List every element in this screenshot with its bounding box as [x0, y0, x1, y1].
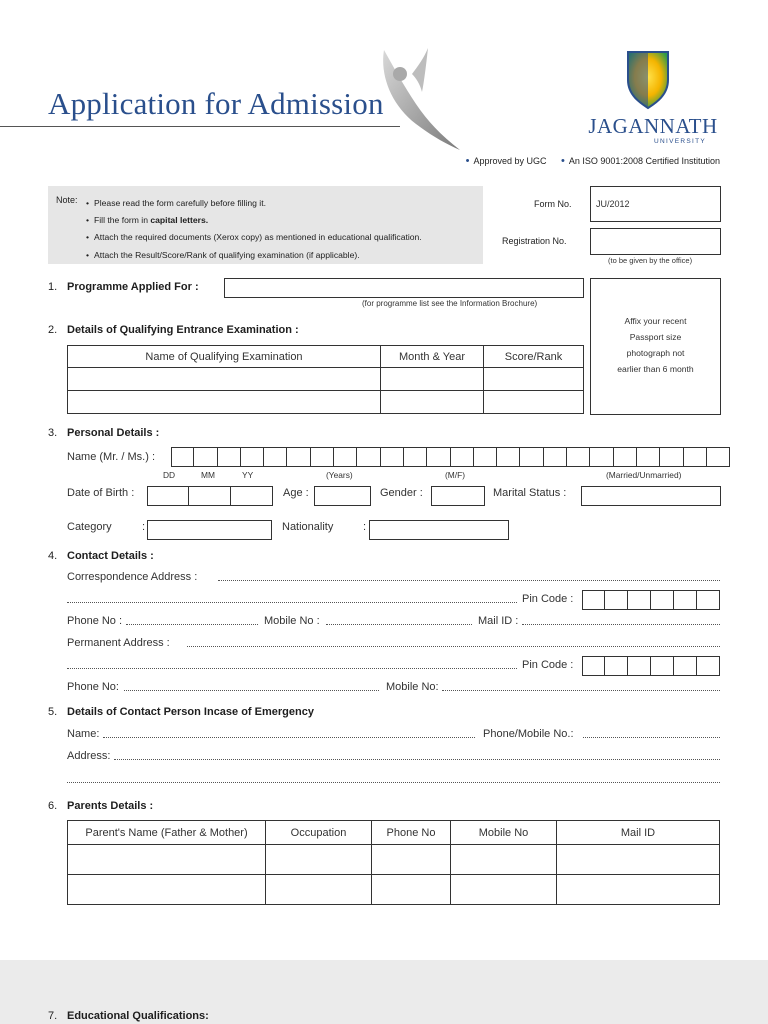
char-box[interactable] [605, 590, 628, 610]
table-cell[interactable] [381, 391, 484, 414]
note-label: Note: [56, 195, 78, 205]
age-label: Age : [283, 487, 309, 499]
mobile-no-label: Mobile No: [386, 681, 439, 693]
char-box[interactable] [194, 447, 217, 467]
dob-hint-yy: YY [242, 470, 254, 480]
university-logo [584, 46, 722, 150]
char-box[interactable] [427, 447, 450, 467]
table-cell[interactable] [372, 875, 451, 905]
char-box[interactable] [381, 447, 404, 467]
permanent-address-line-2[interactable] [67, 668, 517, 669]
note-item: • Fill the form in capital letters. [86, 215, 209, 226]
col-header: Occupation [266, 821, 372, 845]
table-cell[interactable] [557, 845, 720, 875]
emergency-address-label: Address: [67, 750, 111, 762]
page-title: Application for Admission [48, 86, 384, 121]
table-cell[interactable] [451, 875, 557, 905]
note-item: • Attach the Result/Score/Rank of qualifying examination (if applicable). [86, 249, 360, 260]
emergency-address-line-2[interactable] [67, 782, 720, 783]
emergency-phone-line[interactable] [583, 737, 720, 738]
char-box[interactable] [287, 447, 310, 467]
bullet-icon: • [86, 215, 90, 226]
registration-no-field[interactable] [590, 228, 721, 255]
pin-code-boxes[interactable] [582, 656, 720, 676]
emergency-name-line[interactable] [103, 737, 475, 738]
university-sub: UNIVERSITY [654, 138, 707, 145]
pin-code-label: Pin Code : [522, 593, 574, 605]
personal-details-title: Personal Details : [67, 427, 160, 439]
title-rule [0, 126, 400, 127]
note-list [86, 195, 422, 264]
programme-applied-label: Programme Applied For : [67, 281, 199, 293]
mobile-no-line[interactable] [326, 624, 472, 625]
accreditation-ugc: Approved by UGC [473, 156, 547, 166]
table-cell[interactable] [266, 875, 372, 905]
marital-status-label: Marital Status : [493, 487, 567, 499]
dob-month[interactable] [189, 486, 231, 506]
phone-no-line[interactable] [126, 624, 258, 625]
parents-table [67, 820, 720, 905]
char-box[interactable] [651, 656, 674, 676]
table-cell[interactable] [484, 391, 584, 414]
char-box[interactable] [311, 447, 334, 467]
col-header: Name of Qualifying Examination [68, 346, 381, 368]
char-box[interactable] [451, 447, 474, 467]
emergency-address-line[interactable] [114, 759, 720, 760]
name-label: Name (Mr. / Ms.) : [67, 451, 155, 463]
char-box[interactable] [674, 656, 697, 676]
shield-icon [624, 46, 672, 110]
category-input[interactable] [147, 520, 272, 540]
char-box[interactable] [241, 447, 264, 467]
programme-input[interactable] [224, 278, 584, 298]
form-no-value: JU/2012 [596, 199, 630, 209]
char-box[interactable] [651, 590, 674, 610]
age-hint: (Years) [326, 470, 353, 480]
char-box[interactable] [264, 447, 287, 467]
permanent-address-line[interactable] [187, 646, 720, 647]
category-colon: : [142, 521, 146, 533]
nationality-label: Nationality [282, 521, 334, 533]
entrance-exam-table [67, 345, 584, 414]
phone-no-line[interactable] [124, 690, 379, 691]
col-header: Score/Rank [484, 346, 584, 368]
note-item: • Please read the form carefully before filling it. [86, 198, 266, 208]
dob-hint-dd: DD [163, 470, 176, 480]
char-box[interactable] [544, 447, 567, 467]
permanent-address-label: Permanent Address : [67, 637, 170, 649]
col-header: Month & Year [381, 346, 484, 368]
nationality-input[interactable] [369, 520, 509, 540]
correspondence-address-line[interactable] [218, 580, 720, 581]
phone-no-label: Phone No: [67, 681, 119, 693]
table-cell[interactable] [68, 875, 266, 905]
table-cell[interactable] [68, 391, 381, 414]
table-cell[interactable] [68, 845, 266, 875]
char-box[interactable] [674, 590, 697, 610]
section-number: 3. [48, 427, 58, 439]
jumping-figure-graphic [376, 44, 466, 152]
marital-status-input[interactable] [581, 486, 721, 506]
category-label: Category [67, 521, 112, 533]
table-cell[interactable] [372, 845, 451, 875]
section-number: 5. [48, 706, 58, 718]
char-box[interactable] [474, 447, 497, 467]
contact-details-title: Contact Details : [67, 550, 154, 562]
table-cell[interactable] [484, 368, 584, 391]
char-box[interactable] [590, 447, 613, 467]
table-cell[interactable] [68, 368, 381, 391]
char-box[interactable] [605, 656, 628, 676]
char-box[interactable] [628, 656, 651, 676]
mobile-no-label: Mobile No : [264, 615, 320, 627]
col-header: Parent's Name (Father & Mother) [68, 821, 266, 845]
note-item: • Attach the required documents (Xerox copy) as mentioned in educational qualification. [86, 232, 422, 243]
registration-no-label: Registration No. [502, 236, 567, 246]
marital-hint: (Married/Unmarried) [606, 470, 682, 480]
emergency-phone-label: Phone/Mobile No.: [483, 728, 574, 740]
dob-year[interactable] [231, 486, 273, 506]
table-cell[interactable] [451, 845, 557, 875]
table-cell[interactable] [266, 845, 372, 875]
programme-hint: (for programme list see the Information Brochure) [362, 299, 538, 308]
photo-box[interactable] [590, 278, 721, 415]
registration-hint: (to be given by the office) [608, 256, 693, 265]
char-box[interactable] [660, 447, 683, 467]
char-box[interactable] [614, 447, 637, 467]
dob-hint-mm: MM [201, 470, 215, 480]
char-box[interactable] [357, 447, 380, 467]
char-box[interactable] [707, 447, 730, 467]
dob-label: Date of Birth : [67, 487, 135, 499]
form-no-field[interactable] [590, 186, 721, 222]
section-number: 4. [48, 550, 58, 562]
char-box[interactable] [684, 447, 707, 467]
char-box[interactable] [171, 447, 194, 467]
educational-qualifications-title: Educational Qualifications: [67, 1010, 209, 1022]
char-box[interactable] [520, 447, 543, 467]
gender-hint: (M/F) [445, 470, 465, 480]
correspondence-address-line-2[interactable] [67, 602, 517, 603]
char-box[interactable] [567, 447, 590, 467]
emergency-contact-title: Details of Contact Person Incase of Emergency [67, 706, 314, 718]
parents-details-title: Parents Details : [67, 800, 154, 812]
table-cell[interactable] [557, 875, 720, 905]
char-box[interactable] [404, 447, 427, 467]
university-name: JAGANNATH [588, 114, 718, 138]
bullet-icon: • [86, 249, 90, 260]
section-number: 1. [48, 281, 58, 293]
col-header: Mobile No [451, 821, 557, 845]
entrance-exam-title: Details of Qualifying Entrance Examination : [67, 324, 299, 336]
bullet-icon: • [86, 198, 90, 208]
bullet-icon: • [86, 232, 90, 243]
char-box[interactable] [697, 656, 720, 676]
emergency-name-label: Name: [67, 728, 100, 740]
gender-label: Gender : [380, 487, 423, 499]
gender-input[interactable] [431, 486, 485, 506]
table-cell[interactable] [381, 368, 484, 391]
accreditation-iso: An ISO 9001:2008 Certified Institution [568, 156, 720, 166]
char-box[interactable] [628, 590, 651, 610]
col-header: Phone No [372, 821, 451, 845]
age-input[interactable] [314, 486, 371, 506]
pin-code-boxes[interactable] [582, 590, 720, 610]
char-box[interactable] [334, 447, 357, 467]
char-box[interactable] [218, 447, 241, 467]
correspondence-address-label: Correspondence Address : [67, 571, 198, 583]
section-number: 7. [48, 1010, 58, 1022]
bullet-icon: • [561, 155, 565, 167]
char-box[interactable] [637, 447, 660, 467]
mobile-no-line[interactable] [442, 690, 720, 691]
dob-day[interactable] [147, 486, 189, 506]
char-box[interactable] [582, 590, 605, 610]
bullet-icon: • [465, 155, 470, 167]
phone-no-label: Phone No : [67, 615, 123, 627]
accreditation-line [466, 155, 720, 167]
mail-id-label: Mail ID : [478, 615, 519, 627]
nationality-colon: : [363, 521, 367, 533]
char-box[interactable] [497, 447, 520, 467]
char-box[interactable] [582, 656, 605, 676]
mail-id-line[interactable] [522, 624, 720, 625]
section-number: 2. [48, 324, 58, 336]
photo-instructions: Affix your recent Passport size photograph not earlier than 6 month [617, 316, 694, 374]
char-box[interactable] [697, 590, 720, 610]
col-header: Mail ID [557, 821, 720, 845]
name-char-boxes[interactable] [171, 447, 730, 467]
section-number: 6. [48, 800, 58, 812]
form-no-label: Form No. [534, 199, 572, 209]
pin-code-label: Pin Code : [522, 659, 574, 671]
dob-boxes[interactable] [147, 486, 273, 506]
